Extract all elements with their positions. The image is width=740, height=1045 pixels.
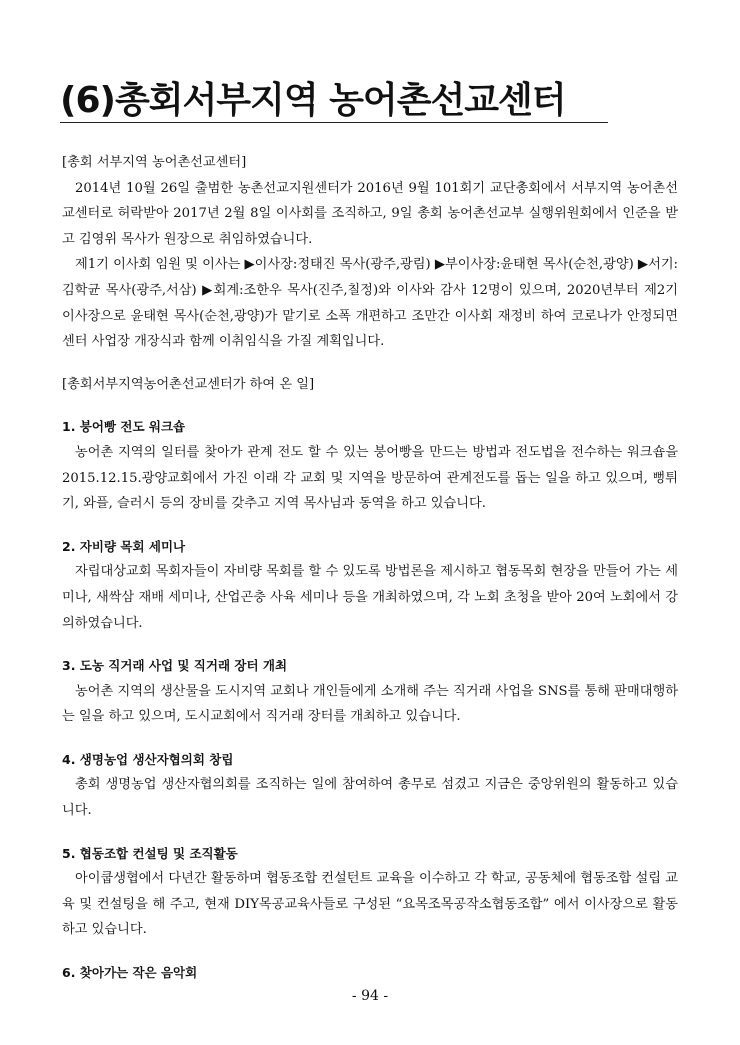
page-title: (6)총회서부지역 농어촌선교센터: [60, 80, 566, 121]
page-number: - 94 -: [351, 988, 389, 1004]
intro-paragraph-1: 2014년 10월 26일 출범한 농촌선교지원센터가 2016년 9월 101회기 교단총회에서 서부지역 농어촌선교센터로 허락받아 2017년 2월 8일 이사회를 조직하고, 9일 총회 농어촌선교부 실행위원회에서 인준을 받고 김영위 목사가 원장으로 취임하였습니다.: [62, 180, 678, 247]
item-6-title: 6. 찾아가는 작은 음악회: [62, 965, 198, 981]
item-3-body: 농어촌 지역의 생산물을 도시지역 교회나 개인들에게 소개해 주는 직거래 사업을 SNS를 통해 판매대행하는 일을 하고 있으며, 도시교회에서 직거래 장터를 개최하고 있습니다.: [62, 683, 678, 725]
title-underline: [60, 122, 608, 123]
document-body: [62, 150, 678, 986]
item-5-title: 5. 협동조합 컨설팅 및 조직활동: [62, 845, 238, 861]
item-4-title: 4. 생명농업 생산자협의회 창립: [62, 751, 234, 767]
intro-paragraph-2: 제1기 이사회 임원 및 이사는 ▶이사장:정태진 목사(광주,광림) ▶부이사장:윤태현 목사(순천,광양) ▶서기:김학균 목사(광주,서삼) ▶회계:조한우 목사(진주,칠정)와 이사와 감사 12명이 있으며, 2020년부터 제2기 이사장으로 윤태현 목사(순천,광양)가 맡기로 소폭 개편하고 조만간 이사회 재정비 하여 코로나가 안정되면 센터 사업장 개장식과 함께 이취임식을 가질 계획입니다.: [62, 257, 678, 350]
item-3-title: 3. 도농 직거래 사업 및 직거래 장터 개최: [62, 658, 288, 674]
item-4-body: 총회 생명농업 생산자협의회를 조직하는 일에 참여하여 총무로 섬겼고 지금은 중앙위원의 활동하고 있습니다.: [62, 777, 678, 819]
item-1-body: 농어촌 지역의 일터를 찾아가 관계 전도 할 수 있는 붕어빵을 만드는 방법과 전도법을 전수하는 워크숍을 2015.12.15.광양교회에서 가진 이래 각 교회 및 지역을 방문하여 관계전도를 돕는 일을 하고 있으며, 뻥튀기, 와플, 슬러시 등의 장비를 갖추고 지역 목사님과 동역을 하고 있습니다.: [62, 444, 678, 512]
works-heading: [총회서부지역농어촌선교센터가 하여 온 일]: [62, 376, 315, 392]
item-2-body: 자립대상교회 목회자들이 자비량 목회를 할 수 있도록 방법론을 제시하고 협동목회 현장을 만들어 가는 세미나, 새싹삼 재배 세미나, 산업곤충 사육 세미나 등을 개최하였으며, 각 노회 초청을 받아 20여 노회에서 강의하였습니다.: [62, 564, 678, 631]
item-1-title: 1. 붕어빵 전도 워크숍: [62, 419, 186, 435]
intro-heading: [총회 서부지역 농어촌선교센터]: [62, 155, 247, 170]
item-5-body: 아이쿱생협에서 다년간 활동하며 협동조합 컨설턴트 교육을 이수하고 각 학교, 공동체에 협동조합 설립 교육 및 컨설팅을 해 주고, 현재 DIY목공교육사들로 구성된 “요목조목공작소협동조합” 에서 이사장으로 활동하고 있습니다.: [62, 871, 678, 938]
item-2-title: 2. 자비량 목회 세미나: [62, 538, 186, 554]
